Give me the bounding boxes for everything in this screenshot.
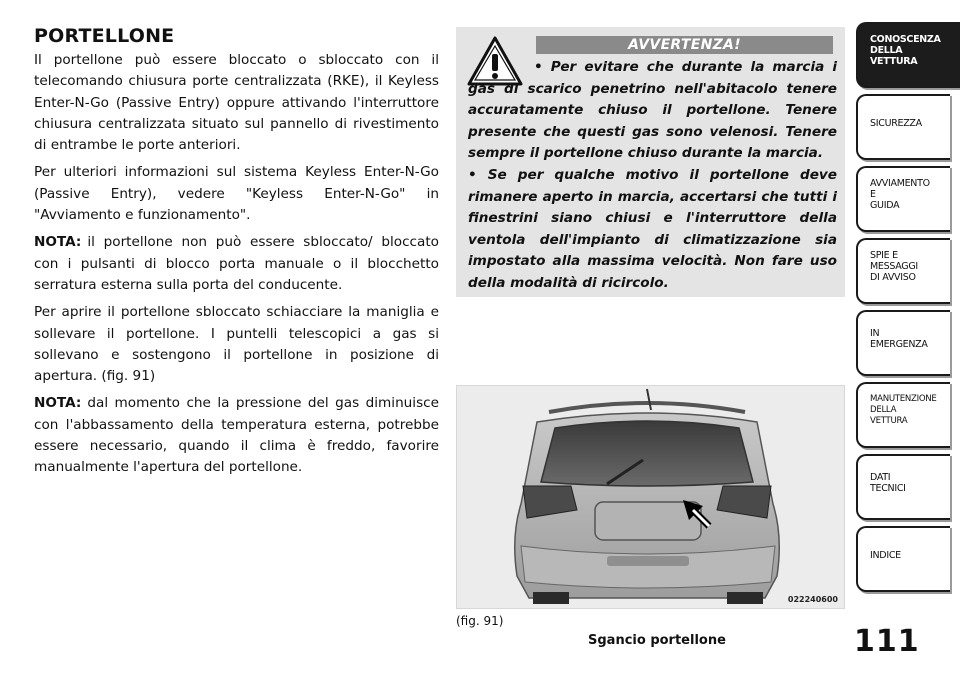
figure-reference: (fig. 91) bbox=[456, 614, 504, 628]
tab-label: SPIE E bbox=[870, 250, 898, 261]
note-gas-pressure bbox=[34, 393, 439, 478]
figure-code: 022240600 bbox=[787, 595, 838, 604]
tab-label: IN bbox=[870, 328, 880, 339]
tab-label: TECNICI bbox=[870, 483, 906, 494]
figure-caption: Sgancio portellone bbox=[588, 633, 726, 648]
tab-emergenza[interactable] bbox=[856, 310, 950, 376]
tab-label: DI AVVISO bbox=[870, 272, 916, 283]
tab-label: AVVIAMENTO bbox=[870, 178, 930, 189]
note-manual-lock bbox=[34, 232, 439, 296]
warning-item-exhaust: • Per evitare che durante la marcia i gas di scarico penetrino nell'abitacolo tenere accuratamente chiuso il portellone. Tenere presente che questi gas sono velenosi. Tenere sempre il portellone chiuso durante la marcia. bbox=[468, 59, 837, 162]
warning-box bbox=[456, 27, 845, 297]
vehicle-rear-illustration bbox=[457, 386, 844, 608]
tab-manutenzione[interactable] bbox=[856, 382, 950, 448]
tab-label: INDICE bbox=[870, 550, 901, 561]
paragraph-lock-methods: Il portellone può essere bloccato o sbloccato con il telecomando chiusura porte centralizzata (RKE), il Keyless Enter-N-Go (Passive Entry) oppure attivando l'interruttore chiusura centralizzata situato sul pannello di rivestimento di entrambe le porte anteriori. bbox=[34, 52, 439, 154]
tailgate-release-figure bbox=[456, 385, 845, 609]
note-text: il portellone non può essere sbloccato/ bloccato con i pulsanti di blocco porta manuale o il blocchetto serratura esterna sulla porta del conducente. bbox=[34, 234, 439, 293]
tab-label: MANUTENZIONE bbox=[870, 394, 937, 404]
tab-indice[interactable] bbox=[856, 526, 950, 592]
warning-item-open-driving: • Se per qualche motivo il portellone deve rimanere aperto in marcia, accertarsi che tutti i finestrini siano chiusi e l'interruttore della ventola dell'impianto di climatizzazione sia impostato alla massima velocità. Non fare uso della modalità di ricircolo. bbox=[468, 166, 837, 291]
tab-spie-messaggi[interactable] bbox=[856, 238, 950, 304]
tab-label: GUIDA bbox=[870, 200, 900, 211]
warning-body bbox=[468, 57, 837, 295]
chapter-tabs bbox=[856, 22, 960, 598]
paragraph-open-tailgate: Per aprire il portellone sbloccato schiacciare la maniglia e sollevare il portellone. I puntelli telescopici a gas si sollevano e sostengono il portellone in posizione di apertura. (fig. 91) bbox=[34, 304, 439, 385]
warning-header: AVVERTENZA! bbox=[536, 36, 833, 54]
note-label: NOTA: bbox=[34, 234, 82, 251]
main-text-column bbox=[34, 24, 439, 485]
tab-label: DELLA bbox=[870, 45, 903, 56]
tab-label: VETTURA bbox=[870, 56, 918, 67]
tab-label: EMERGENZA bbox=[870, 339, 928, 350]
note-text: dal momento che la pressione del gas diminuisce con l'abbassamento della temperatura esterna, potrebbe essere necessario, quando il clima è freddo, favorire manualmente l'apertura del portellone. bbox=[34, 395, 439, 476]
tab-avviamento-guida[interactable] bbox=[856, 166, 950, 232]
section-title: PORTELLONE bbox=[34, 25, 175, 47]
note-label: NOTA: bbox=[34, 395, 82, 412]
tab-label: CONOSCENZA bbox=[870, 34, 941, 45]
tab-label: MESSAGGI bbox=[870, 261, 918, 272]
tab-label: E bbox=[870, 189, 876, 200]
tab-label: DATI bbox=[870, 472, 891, 483]
tab-label: DELLA bbox=[870, 405, 897, 415]
tab-label: VETTURA bbox=[870, 416, 908, 426]
page-number: 111 bbox=[854, 624, 920, 659]
tab-sicurezza[interactable] bbox=[856, 94, 950, 160]
tab-dati-tecnici[interactable] bbox=[856, 454, 950, 520]
tab-conoscenza-vettura[interactable] bbox=[856, 22, 960, 88]
tab-label: SICUREZZA bbox=[870, 118, 922, 129]
paragraph-keyless-reference: Per ulteriori informazioni sul sistema Keyless Enter-N-Go (Passive Entry), vedere "Keyless Enter-N-Go" in "Avviamento e funzionamento". bbox=[34, 164, 439, 224]
